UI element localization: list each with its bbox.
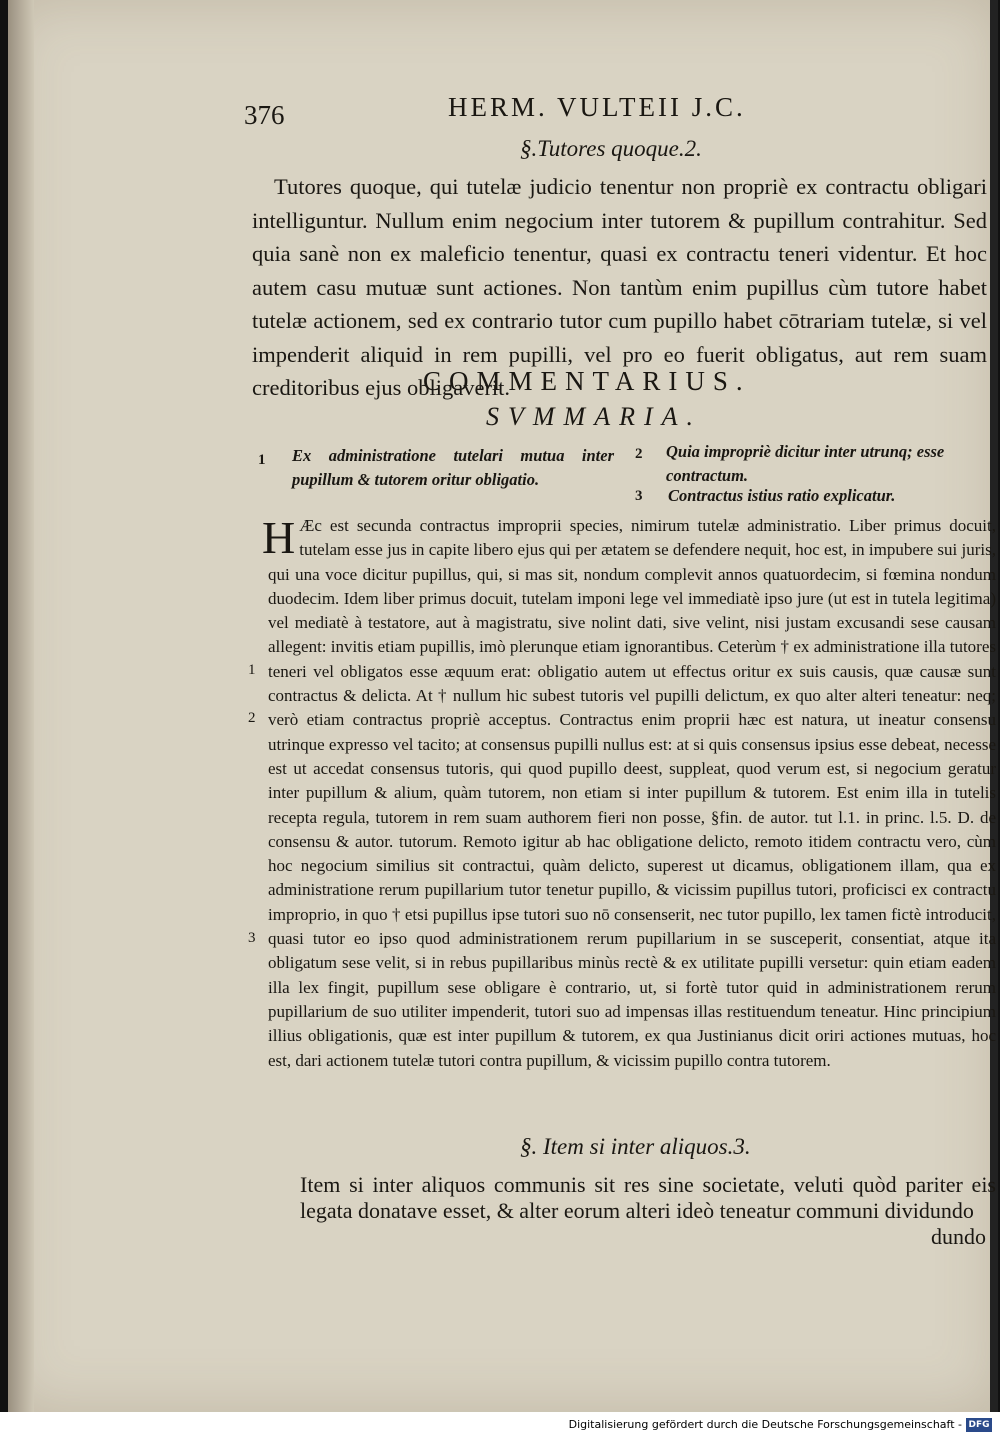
- page-spine-shadow: [8, 0, 34, 1412]
- dfg-logo: DFG: [966, 1418, 992, 1432]
- summary-number-3: 3: [635, 488, 643, 504]
- page-number: 376: [244, 100, 285, 130]
- section-heading-tutores: §.Tutores quoque.2.: [520, 136, 702, 161]
- commentary-body: [262, 512, 996, 1073]
- running-head: HERM. VULTEII J.C.: [448, 92, 746, 122]
- section-text-tutores: Tutores quoque, qui tutelæ judicio tenentur non propriè ex contractu obligari intelliguntur. Nullum enim negocium inter tutorem & pupillum contrahitur. Sed quia sanè non ex maleficio tenentur, quasi ex contractu teneri videntur. Et hoc autem casu mutuæ sunt actiones. Non tantùm enim pupillus cùm tutore habet tutelæ actionem, sed ex contrario tutor cum pupillo habet cōtrariam tutelæ, si vel impenderit aliquid in rem pupilli, vel pro eo fuerit obligatus, aut rem suam creditoribus ejus obligaverit.: [252, 174, 987, 400]
- summary-title: SVMMARIA.: [486, 402, 703, 431]
- summary-number-2: 2: [635, 446, 643, 462]
- summary-number-1: 1: [258, 452, 266, 468]
- catchword: dundo: [931, 1224, 986, 1249]
- summary-item-1: Ex administratione tutelari mutua inter pupillum & tutorem oritur obligatio.: [292, 446, 614, 489]
- section-text-item: Item si inter aliquos communis sit res sine societate, veluti quòd pariter eis legata donatave esset, & alter eorum alteri ideò teneatur communi dividundo: [300, 1172, 996, 1223]
- drop-cap-initial: H: [262, 512, 296, 563]
- commentary-body-text: Æc est secunda contractus improprii species, nimirum tutelæ administratio. Liber primus docuit, tutelam esse jus in capite libero ejus qui per ætatem se defendere nequit, hoc est, in impubere sui juris, qui una voce dicitur pupillus, qui, si mas sit, nondum complevit annos quatuordecim, si fœmina nondum duodecim. Idem liber primus docuit, tutelam imponi lege vel immediatè ipso jure (ut est in tutela legitima) vel mediatè à testatore, aut à magistratu, sive nolint dati, sive velint, nisi justam excusandi sese causam allegent: invitis etiam pupillis, imò plerunque etiam ignorantibus. Ceterùm † ex administratione illa tutores teneri vel obligatos esse æquum erat: obligatio autem ut effectus oritur ex suis causis, quæ causæ sunt contractus & delicta. At † nullum hic subest tutoris vel pupilli delictum, ex quo alter alteri teneatur: neq; verò etiam contractus propriè acceptus. Contractus enim proprii hæc est natura, ut ineatur consensu utrinque expresso vel tacito; at consensus pupilli nullus est: at si quis consensus ipsius esse debeat, necesse est ut accedat consensus tutoris, qui quod pupillo deest, suppleat, quod verum est, si negocium geratur inter pupillum & alium, quàm tutorem, non etiam si inter pupillum & tutorem. Est enim illa in tutelis recepta regula, tutorem in rem suam authorem fieri non posse, §fin. de autor. tut l.1. in princ. l.5. D. de consensu & autor. tutorum. Remoto igitur ab hac obligatione delicto, remoto itidem contractu vero, cùm hoc negocium similius sit contractui, quàm delicto, superest ut dicamus, obligationem illam, qua ex administratione rerum pupillarium tutor tenetur pupillo, & vicissim pupillus tutori, proficisci ex contractu improprio, in quo † etsi pupillus ipse tutori suo nō consenserit, nec tutor pupillo, lex tamen fictè introducit, quasi tutor eo ipso quod administrationem rerum pupillarium in se susceperit, consentiat, atque ita obligatum sese velit, si in rebus pupillaribus minùs rectè & ex utilitate pupilli versetur: quin etiam eadem illa lex fingit, pupillum sese obligare è contrario, ut, si fortè tutor quid in administrationem rerum pupillarium de suo utiliter impenderit, tutori suo ad impensas illas restituendum teneatur. Hinc principium illius obligationis, quæ est inter pupillum & tutorem, ex qua Justinianus dicit oriri actiones mutuas, hoc est, dari actionem tutelæ tutori contra pupillum, & vicissim pupillo contra tutorem.: [268, 516, 996, 1070]
- summary-item-2: Quia impropriè dicitur inter utrunq; esse contractum.: [666, 442, 945, 485]
- margin-number-3: 3: [248, 930, 256, 946]
- commentary-title: COMMENTARIUS.: [423, 366, 751, 396]
- section-heading-item: §. Item si inter aliquos.3.: [520, 1134, 751, 1159]
- summary-item-3: Contractus istius ratio explicatur.: [668, 486, 896, 505]
- margin-number-1: 1: [248, 662, 256, 678]
- scanned-page: [8, 0, 998, 1412]
- digitization-credit: Digitalisierung gefördert durch die Deutsche Forschungsgemeinschaft -: [568, 1418, 962, 1431]
- margin-number-2: 2: [248, 710, 256, 726]
